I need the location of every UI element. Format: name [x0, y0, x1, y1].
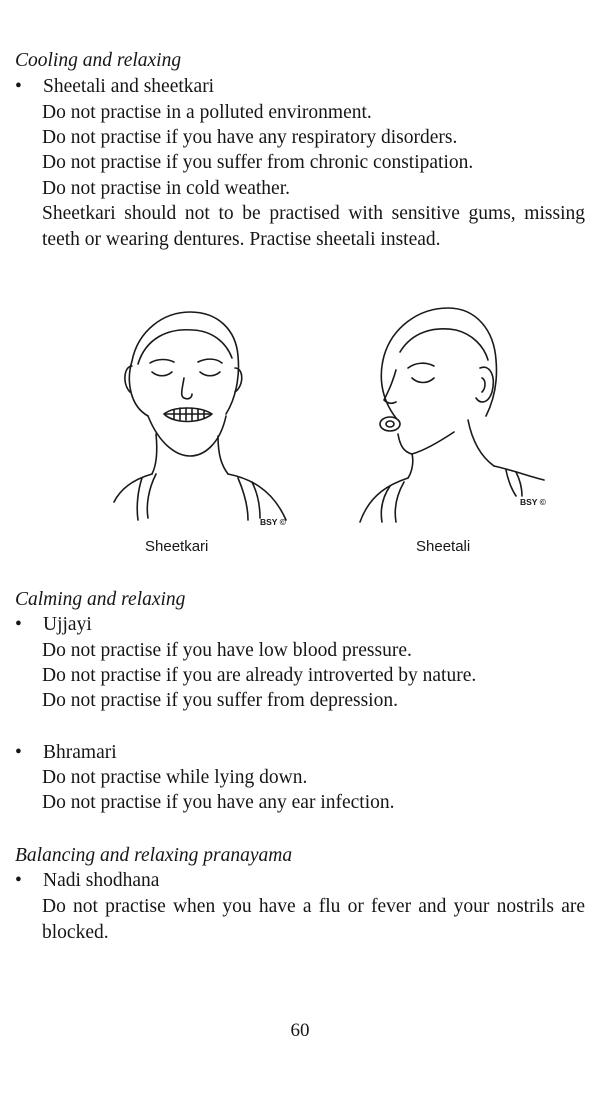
- figure-caption-sheetali: Sheetali: [416, 538, 471, 555]
- caution-line: Do not practise if you suffer from chronic constipation.: [42, 152, 474, 173]
- bullet-icon: •: [15, 870, 22, 891]
- section-heading-calming: Calming and relaxing: [15, 589, 186, 610]
- caution-line: Do not practise in cold weather.: [42, 178, 291, 199]
- caution-line: Do not practise in a polluted environment.: [42, 102, 372, 123]
- caution-paragraph: Do not practise when you have a flu or fever and your nostrils are blocked.: [42, 896, 585, 943]
- caution-paragraph: Sheetkari should not to be practised with sensitive gums, missing teeth or wearing dentures. Practise sheetali instead.: [42, 203, 585, 250]
- section-heading-balancing: Balancing and relaxing pranayama: [15, 845, 293, 866]
- caution-line: Do not practise if you have any respiratory disorders.: [42, 127, 458, 148]
- list-item-title: Sheetali and sheetkari: [43, 76, 215, 97]
- list-item-title: Nadi shodhana: [43, 870, 160, 891]
- sheetali-illustration: [330, 300, 550, 525]
- list-item-bhramari: [15, 740, 117, 766]
- list-item-ujjayi: [15, 612, 92, 638]
- sheetkari-illustration: [108, 306, 308, 526]
- caution-line: Do not practise if you have low blood pressure.: [42, 640, 412, 661]
- section-heading-cooling: Cooling and relaxing: [15, 50, 182, 71]
- list-item-nadi-shodhana: [15, 868, 159, 894]
- list-item-title: Bhramari: [43, 742, 117, 763]
- caution-line: Do not practise while lying down.: [42, 767, 308, 788]
- caution-line: Do not practise if you suffer from depression.: [42, 690, 398, 711]
- bullet-icon: •: [15, 76, 22, 97]
- bullet-icon: •: [15, 742, 22, 763]
- bullet-icon: •: [15, 614, 22, 635]
- figure-caption-sheetkari: Sheetkari: [145, 538, 209, 555]
- caution-line: Do not practise if you have any ear infection.: [42, 792, 395, 813]
- page-number: 60: [290, 1020, 310, 1041]
- list-item-title: Ujjayi: [43, 614, 92, 635]
- list-item-sheetali-sheetkari: [15, 74, 214, 100]
- figure-credit: BSY ©: [520, 497, 546, 507]
- figure-credit: BSY ©: [260, 517, 286, 527]
- caution-line: Do not practise if you are already introverted by nature.: [42, 665, 477, 686]
